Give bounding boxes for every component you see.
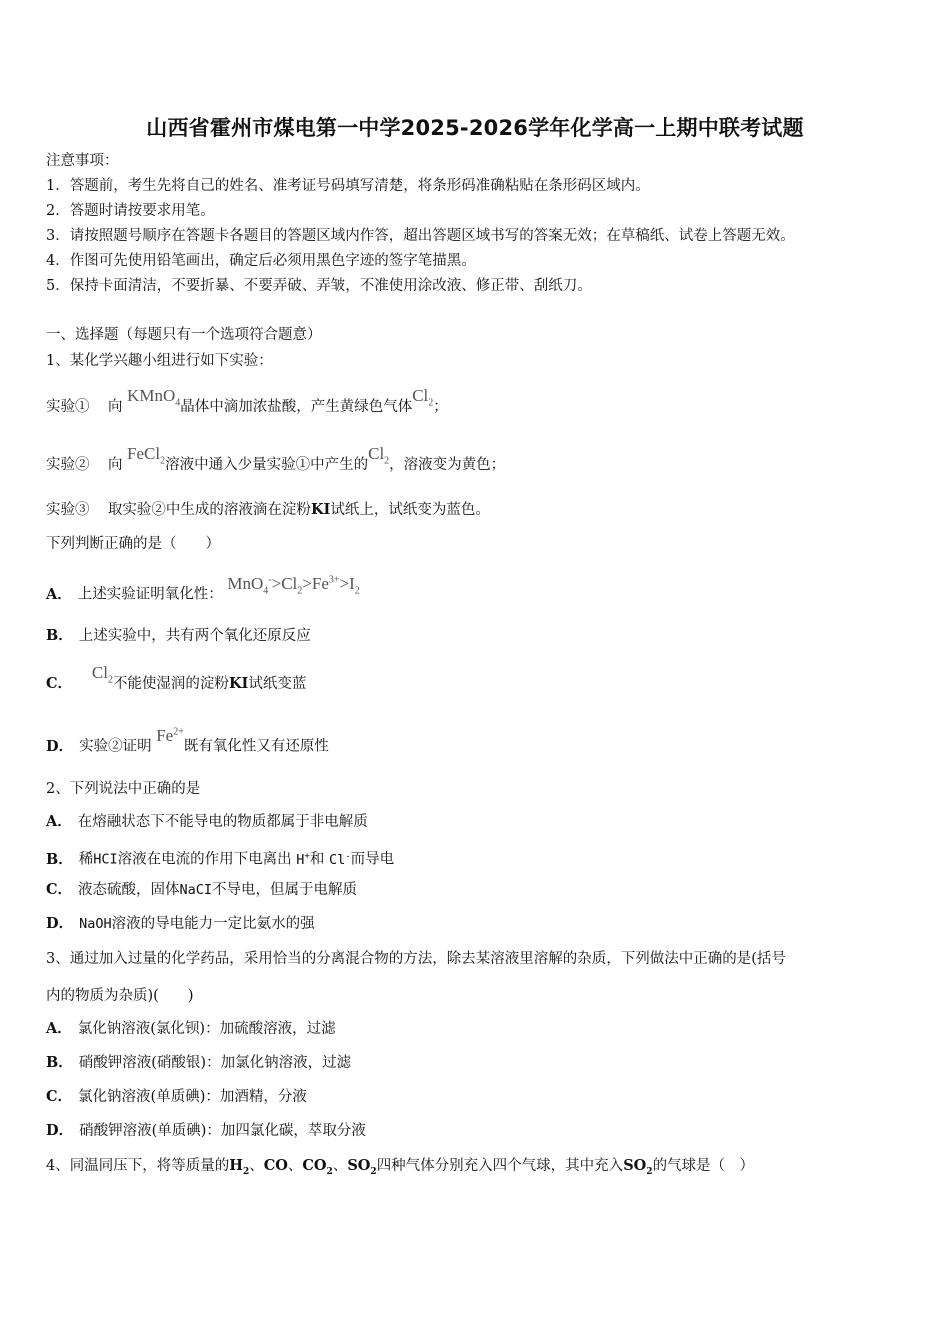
formula-fe2plus: $Fe^{2+}$ <box>156 725 184 745</box>
q1-experiment-2 <box>46 444 506 481</box>
notice-item: 5．保持卡面清洁，不要折暴、不要弄破、弄皱，不准使用涂改液、修正带、刮纸刀。 <box>46 278 592 294</box>
option-text: 既有氧化性又有还原性 <box>183 738 329 755</box>
q2-option-c <box>46 880 357 900</box>
formula-kmno4: KMnO$_4$ <box>127 386 181 409</box>
exp-label: 实验① <box>46 399 90 415</box>
exp-text: 取实验②中生成的溶液滴在淀粉 <box>107 502 311 518</box>
notice-item: 4．作图可先使用铅笔画出，确定后必须用黑色字迹的签字笔描黑。 <box>46 253 476 269</box>
option-text: 和 <box>309 851 325 868</box>
question-2-stem: 2、下列说法中正确的是 <box>46 781 201 797</box>
option-text: 溶液在电流的作用下电离出 <box>117 851 292 868</box>
q3-option-d <box>46 1121 366 1141</box>
exp-label: 实验③ <box>46 502 90 518</box>
option-text: 在熔融状态下不能导电的物质都属于非电解质 <box>77 814 368 830</box>
option-letter: C． <box>46 1088 73 1105</box>
notice-item: 2．答题时请按要求用笔。 <box>46 203 215 219</box>
exp-text: 溶液中通入少量实验①中产生的 <box>165 457 369 473</box>
exp-text: 向 <box>107 457 123 473</box>
formula-naoh: NaOH <box>79 916 112 932</box>
question-4-stem <box>46 1156 754 1182</box>
option-text: 试纸变蓝 <box>248 676 307 692</box>
stem-text: 4、同温同压下，将等质量的 <box>46 1158 230 1174</box>
q3-option-a <box>46 1019 336 1039</box>
exp-text: 试纸上，试纸变为蓝色。 <box>330 502 490 518</box>
stem-text: 的气球是（ ） <box>652 1158 755 1174</box>
option-letter: B． <box>46 850 73 868</box>
q1-option-c <box>46 663 307 700</box>
q1-option-a <box>46 573 360 611</box>
exp-text: ，溶液变为黄色； <box>389 457 506 473</box>
option-letter: A． <box>46 813 72 830</box>
separator: 、 <box>249 1158 264 1174</box>
exp-text: 晶体中滴加浓盐酸，产生黄绿色气体 <box>180 399 413 415</box>
question-3-stem-cont: 内的物质为杂质)( ) <box>46 988 194 1004</box>
q2-option-a <box>46 812 368 832</box>
separator: 、 <box>332 1158 348 1174</box>
q1-experiment-1 <box>46 386 448 423</box>
option-text: 上述实验中，共有两个氧化还原反应 <box>78 628 311 644</box>
option-letter: A． <box>46 1020 72 1037</box>
formula-co: CO <box>263 1157 288 1174</box>
notice-item: 3．请按照题号顺序在答题卡各题目的答题区域内作答，超出答题区域书写的答案无效；在草稿纸、试卷上答题无效。 <box>46 228 795 244</box>
page-title: 山西省霍州市煤电第一中学2025-2026学年化学高一上期中联考试题 <box>146 116 804 140</box>
question-1-stem: 1、某化学兴趣小组进行如下实验： <box>46 353 273 369</box>
formula-cl2: $Cl_2$ <box>412 386 434 409</box>
option-letter: D． <box>46 737 74 755</box>
option-text: 氯化钠溶液(氯化钡)：加硫酸溶液，过滤 <box>77 1021 336 1037</box>
stem-text: 四种气体分别充入四个气球，其中充入 <box>376 1158 624 1174</box>
q3-option-b <box>46 1053 351 1073</box>
notice-item: 1．答题前，考生先将自己的姓名、准考证号码填写清楚，将条形码准确粘贴在条形码区域内。 <box>46 178 650 194</box>
option-letter: A． <box>46 585 72 603</box>
option-letter: C． <box>46 675 73 692</box>
option-letter: C． <box>46 881 73 898</box>
option-text: 实验②证明 <box>79 738 152 755</box>
q1-experiment-3 <box>46 500 490 520</box>
option-text: 稀 <box>78 851 94 868</box>
reagent-ki: KI <box>310 501 331 518</box>
ion-h: H+ <box>296 851 310 868</box>
formula-hcl: HCI <box>93 851 118 868</box>
separator: 、 <box>287 1158 303 1174</box>
q2-option-d <box>46 914 315 934</box>
formula-oxidation-order: $MnO_4^->Cl_2>Fe^{3+}>I_2$ <box>227 573 360 597</box>
option-letter: B． <box>46 627 73 644</box>
formula-h2: $H_2$ <box>229 1157 250 1177</box>
formula-cl2: $Cl_2$ <box>368 444 390 467</box>
ion-cl: Cl- <box>328 851 351 868</box>
option-text: 硝酸钾溶液(单质碘)：加四氯化碳，萃取分液 <box>79 1123 366 1139</box>
formula-co2: $CO_2$ <box>302 1157 333 1177</box>
option-text: 溶液的导电能力一定比氨水的强 <box>111 916 315 932</box>
q1-option-b <box>46 626 311 646</box>
formula-nacl: NaCI <box>179 882 213 898</box>
option-letter: B． <box>46 1054 73 1071</box>
q1-option-d <box>46 725 329 757</box>
formula-so2: $SO_2$ <box>623 1157 653 1177</box>
formula-so2: $SO_2$ <box>347 1157 377 1177</box>
q1-question: 下列判断正确的是（ ） <box>46 536 220 552</box>
exp-label: 实验② <box>46 457 90 473</box>
punctuation: ； <box>433 399 448 415</box>
q2-option-b <box>46 846 394 870</box>
exp-text: 向 <box>107 399 123 415</box>
option-text: 液态硫酸，固体 <box>78 882 180 898</box>
formula-cl2: $Cl_2$ <box>91 663 113 686</box>
reagent-ki: KI <box>228 675 249 692</box>
option-text: 上述实验证明氧化性： <box>77 586 223 603</box>
notice-heading: 注意事项： <box>46 153 119 169</box>
option-letter: D． <box>46 1122 74 1139</box>
q3-option-c <box>46 1087 307 1107</box>
option-text: 硝酸钾溶液(硝酸银)：加氯化钠溶液，过滤 <box>78 1055 352 1071</box>
section-heading: 一、选择题（每题只有一个选项符合题意） <box>46 327 322 343</box>
question-3-stem: 3、通过加入过量的化学药品，采用恰当的分离混合物的方法，除去某溶液里溶解的杂质，下列做法中正确的是(括号 <box>46 951 786 967</box>
formula-fecl2: FeCl$_2$ <box>127 444 166 467</box>
option-text: 而导电 <box>350 851 395 868</box>
option-text: 氯化钠溶液(单质碘)：加酒精，分液 <box>78 1089 307 1105</box>
option-text: 不导电，但属于电解质 <box>212 882 358 898</box>
option-letter: D． <box>46 915 74 932</box>
option-text: 不能使湿润的淀粉 <box>112 676 229 692</box>
